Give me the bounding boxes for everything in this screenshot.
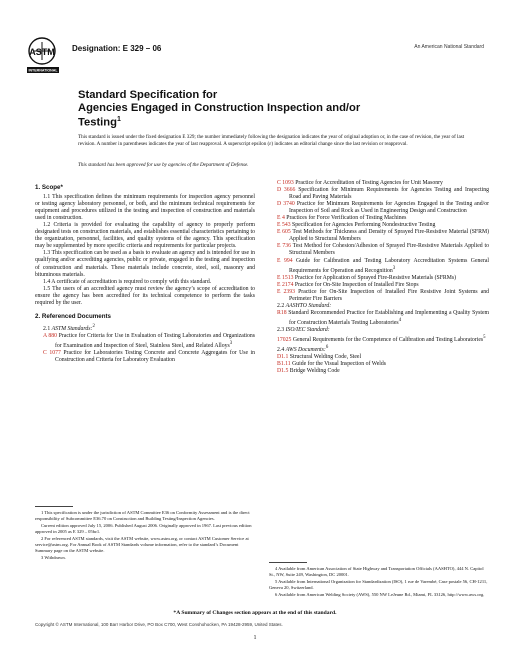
footnote-6: 6 Available from American Welding Society (AWS), 550 NW LeJeune Rd., Miami, FL 33126, http://www.aws.org. [275,592,485,597]
title-line-3: Testing$^1$ [78,116,121,129]
reference-17025: 17025 General Requirements for the Competence of Calibration and Testing Laboratories$^5$ [277,334,486,343]
issued-note: This standard is issued under the fixed designation E 329; the number immediately following the designation indicates the year of original adoption or, in the case of revision, the year of last revision. A number in parentheses indicates the year of last reapproval. A superscript epsilon (ε) indicates an editorial change since the last revision or reapproval. [78,134,465,147]
right-column [269,180,489,375]
subsection-2-2: 2.2 AASHTO Standard: [277,302,332,309]
reference-d3740: D 3740 Practice for Minimum Requirements for Agencies Engaged in the Testing and/or Inspection of Soil and Rock as Used in Engineering Design and Construction [277,201,489,215]
document-title [78,89,438,130]
reference-e736: E 736 Test Method for Cohesion/Adhesion of Sprayed Fire-Resistive Materials Applied to Structural Members [277,243,489,257]
reference-d1-5: D1.5 Bridge Welding Code [277,367,340,374]
reference-link[interactable]: B1.11 [277,360,291,367]
reference-c1093: C 1093 Practice for Accreditation of Testing Agencies for Unit Masonry [277,180,443,186]
reference-link[interactable]: E 736 [277,243,291,250]
reference-d3666: D 3666 Specification for Minimum Requirements for Agencies Testing and Inspecting Road and Paving Materials [277,187,490,201]
approved-note: This standard has been approved for use by agencies of the Department of Defense. [78,162,249,168]
subsection-2-3: 2.3 ISO/IEC Standard: [277,326,330,333]
footnotes-right [269,566,489,599]
reference-link[interactable]: D 3740 [277,201,295,208]
svg-text:INTERNATIONAL: INTERNATIONAL [28,68,58,73]
copyright-line: Copyright © ASTM International, 100 Barr Harbor Drive, PO Box C700, West Conshohocken, PA 19428-2959, United States. [35,622,283,627]
reference-link[interactable]: C 1093 [277,180,294,186]
reference-link[interactable]: A 880 [43,332,58,339]
summary-note: *A Summary of Changes section appears at the end of this standard. [173,610,337,616]
reference-link[interactable]: E 2174 [277,281,294,288]
reference-link[interactable]: E 994 [277,257,293,264]
reference-r18: R18 Standard Recommended Practice for Establishing and Implementing a Quality System for Construction Materials Testing Laboratories$^4$ [277,309,489,326]
reference-link[interactable]: D1.5 [277,367,289,374]
reference-link[interactable]: E 605 [277,229,291,236]
astm-logo [27,36,59,74]
reference-e4: E 4 Practices for Force Verification of Testing Machines [277,215,407,222]
title-line-1: Standard Specification for [78,89,218,101]
reference-link[interactable]: C 1077 [43,349,61,356]
reference-c1077: C 1077 Practice for Laboratories Testing Concrete and Concrete Aggregates for Use in Construction and Criteria for Laboratory Evaluation [43,349,255,363]
footnote-2: 2 For referenced ASTM standards, visit the ASTM website, www.astm.org, or contact ASTM Customer Service at service@astm.org. For Annual Book of ASTM Standards volume information, refer to the standard’s Document Summary page on the ASTM website. [35,536,249,553]
footnote-4: 4 Available from American Association of State Highway and Transportation Officials (AASHTO), 444 N. Capitol St., NW, Suite 249, Washington, DC 20001. [269,566,484,577]
paragraph-1-2: 1.2 Criteria is provided for evaluating the capability of agency to properly perform designated tests on construction materials, and establishes essential characteristics pertaining to the organization, personnel, facilities, and quality systems of the agency. This specification may be supplemented by more specific criteria and requirements for particular projects. [35,222,255,250]
standard-type: An American National Standard [414,44,484,50]
scope-heading: 1. Scope* [35,184,63,191]
reference-d1-1: D1.1 Structural Welding Code, Steel [277,353,362,360]
reference-e1513: E 1513 Practice for Application of Sprayed Fire-Resistive Materials (SFRMs) [277,274,457,281]
reference-link[interactable]: E 2393 [277,288,296,295]
subsection-2-1: 2.1 ASTM Standards:$^2$ [43,323,95,332]
reference-link[interactable]: E 543 [277,222,291,229]
left-column [35,180,255,364]
reference-a880: A 880 Practice for Criteria for Use in Evaluation of Testing Laboratories and Organizations for Examination and Inspection of Steel, Stainless Steel, and Related Alloys$^3$ [43,332,255,349]
footnote-1-edition: Current edition approved July 15, 2006. Published August 2006. Originally approved in 1967. Last previous edition approved in 2005 as E 329 – 05bε1. [35,523,252,534]
footnotes-left [35,510,255,562]
paragraph-1-5: 1.5 The users of an accredited agency must review the agency’s scope of accreditation to ensure the agency has been accredited for its technical competence to perform the tasks required by the user. [35,285,255,306]
subsection-2-4: 2.4 AWS Documents:$^6$ [277,344,329,353]
footnote-1: 1 This specification is under the jurisdiction of ASTM Committee E36 on Conformity Assessment and is the direct responsibility of Subcommittee E36.70 on Construction and Building Testing/Inspection Agencies. [35,510,250,521]
footnote-divider [35,506,73,507]
reference-b1-11: B1.11 Guide for the Visual Inspection of Welds [277,360,386,367]
paragraph-1-4: 1.4 A certificate of accreditation is required to comply with this standard. [43,278,212,285]
reference-e2174: E 2174 Practice for On-Site Inspection of Installed Fire Stops [277,281,419,288]
reference-link[interactable]: D1.1 [277,353,289,360]
footnote-divider [269,562,307,563]
reference-link[interactable]: R18 [277,309,287,316]
referenced-documents-heading: 2. Referenced Documents [35,312,111,320]
designation: Designation: E 329 – 06 [72,44,162,53]
page-number: 1 [253,635,257,641]
paragraph-1-3: 1.3 This specification can be used as a basis to evaluate an agency and is intended for use in qualifying and/or accrediting agencies, public or private, engaged in the testing and inspection of construction and materials. These materials include concrete, steel, soil, masonry and bituminous materials. [35,250,255,278]
reference-link[interactable]: 17025 [277,336,292,343]
reference-link[interactable]: D 3666 [277,187,296,194]
reference-e994: E 994 Guide for Calibration and Testing Laboratory Accreditation Systems General Requirements for Operation and Recognition$^3$ [277,257,490,274]
paragraph-1-1: 1.1 This specification defines the minimum requirements for inspection agency personnel or testing agency laboratory personnel, or both, and the minimum technical requirements for equipment and procedures utilized in the testing and inspection of construction and materials used in construction. [35,194,255,222]
reference-link[interactable]: E 1513 [277,274,294,281]
reference-e2393: E 2393 Practice for On-Site Inspection of Installed Fire Resistive Joint Systems and Perimeter Fire Barriers [277,288,490,302]
reference-link[interactable]: E 4 [277,215,285,222]
footnote-3: 3 Withdrawn. [41,555,66,560]
reference-e605: E 605 Test Methods for Thickness and Density of Sprayed Fire-Resistive Material (SFRM) Applied to Structural Members [277,229,489,243]
reference-e543: E 543 Specification for Agencies Performing Nondestructive Testing [277,222,436,229]
footnote-5: 5 Available from International Organization for Standardization (ISO), 1 rue de Varembé, Case postale 56, CH-1211, Geneva 20, Switzerland. [269,579,488,590]
title-line-2: Agencies Engaged in Construction Inspection and/or [78,101,361,114]
svg-text:ASTM: ASTM [29,47,55,57]
